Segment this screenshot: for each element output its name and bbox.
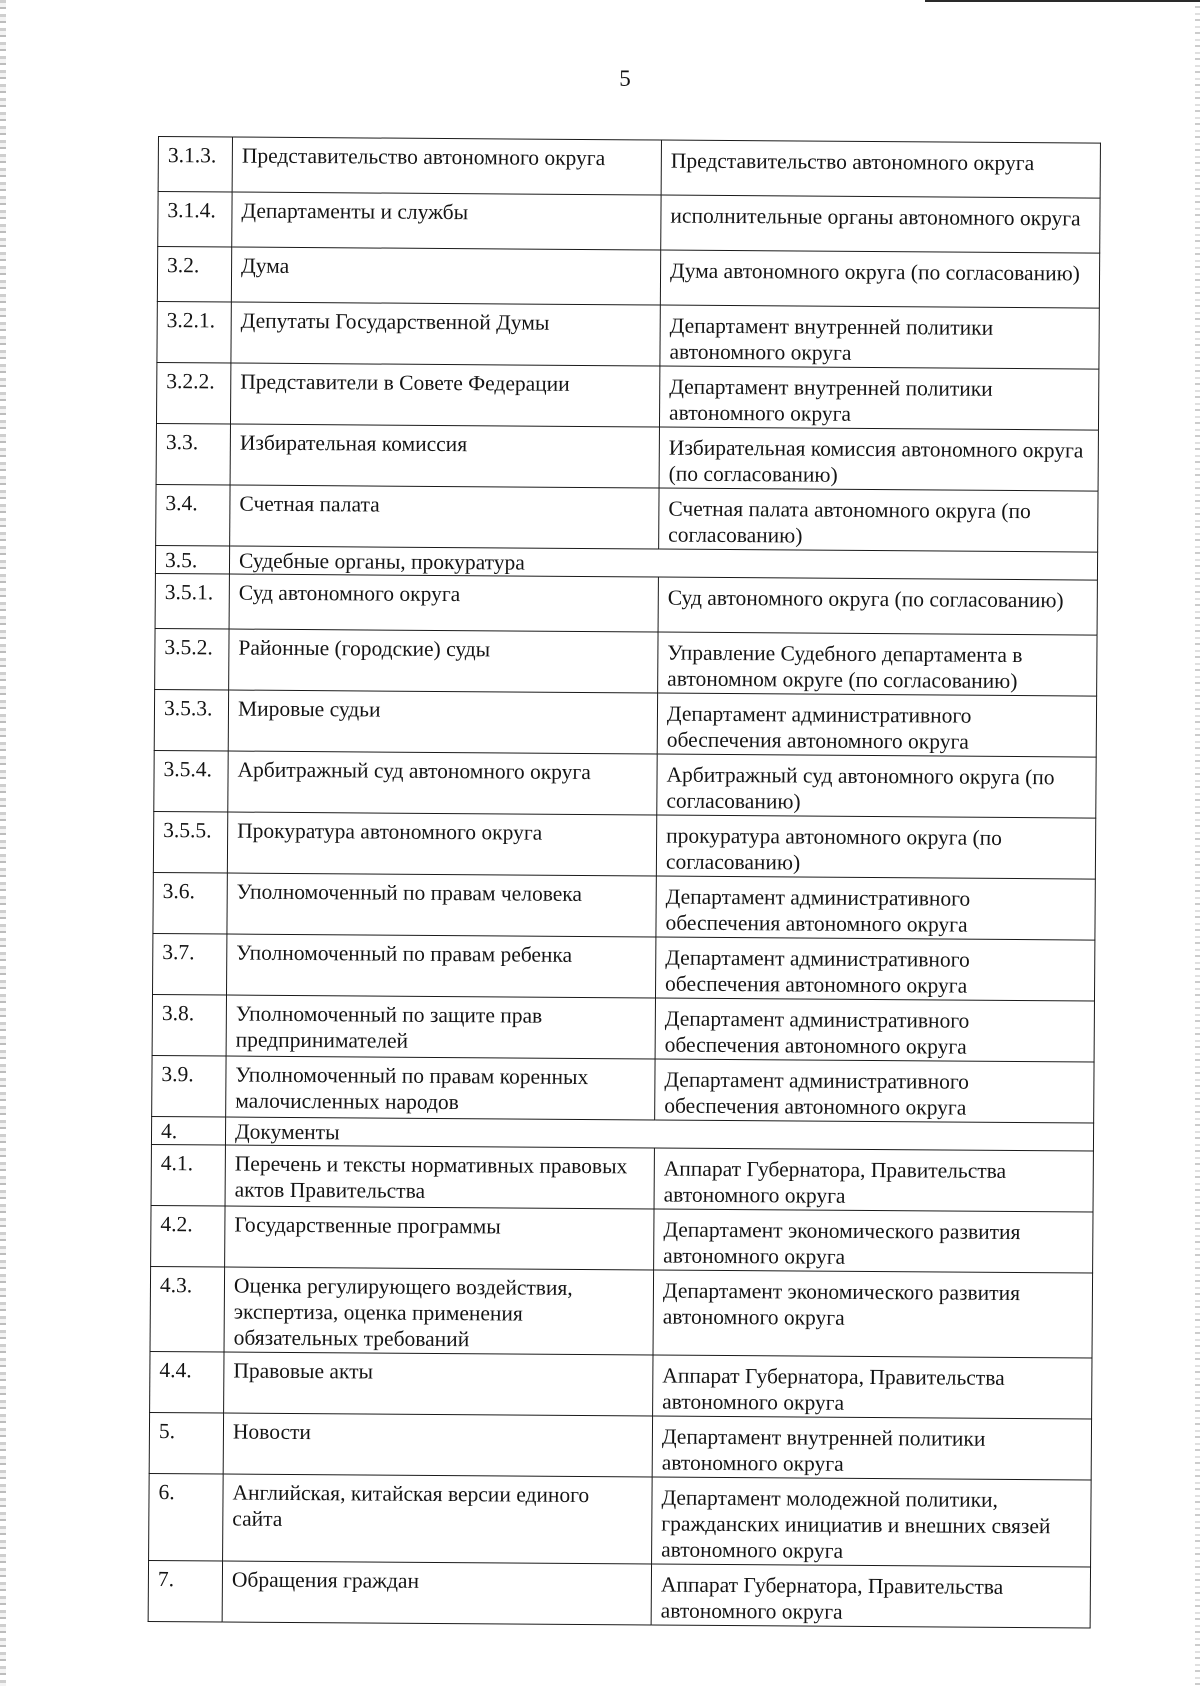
section-name: Уполномоченный по правам коренных малочисленных народов [226,1056,655,1120]
responsible-body: Департамент административного обеспечения автономного округа [655,937,1094,1001]
section-name: Представительство автономного округа [232,137,661,195]
row-number: 3.3. [156,423,230,485]
responsible-body: Арбитражный суд автономного округа (по согласованию) [657,754,1096,818]
table-row [158,192,1100,254]
section-name: Мировые судьи [228,690,657,754]
section-name: Дума [231,247,660,305]
table-row [154,689,1096,757]
responsible-body: Счетная палата автономного округа (по согласованию) [659,488,1098,552]
section-name: Арбитражный суд автономного округа [228,751,657,815]
section-name: Депутаты Государственной Думы [231,302,660,366]
section-name: Районные (городские) суды [229,629,658,693]
row-number: 3.5.2. [155,628,229,690]
table-row [151,1144,1093,1212]
table-row [152,994,1094,1062]
row-number: 3.5.3. [154,689,228,751]
responsible-body: Департамент административного обеспечения автономного округа [655,1059,1094,1123]
responsible-body: Департамент внутренней политики автономного округа [659,366,1098,430]
table-row [149,1473,1092,1567]
responsible-body: Дума автономного округа (по согласованию) [660,250,1099,308]
scan-edge-left [0,0,6,1686]
responsible-body: Департамент внутренней политики автономного округа [652,1416,1091,1480]
table-row [157,301,1099,369]
section-name: Суд автономного округа [229,574,658,632]
section-name: Представители в Совете Федерации [230,363,659,427]
row-number: 3.5.1. [155,573,229,629]
section-name: Уполномоченный по защите прав предпринимателей [226,995,655,1059]
section-name: Уполномоченный по правам человека [227,873,656,937]
table-row [156,484,1098,552]
row-number: 3.1.4. [158,192,232,248]
table-row [154,750,1096,818]
responsible-body: Департамент административного обеспечения автономного округа [657,693,1096,757]
section-name: Английская, китайская версии единого сайта [223,1474,653,1564]
responsible-body: Департамент экономического развития автономного округа [654,1209,1093,1273]
row-number: 3.1.3. [158,137,232,193]
row-number: 4.4. [150,1351,224,1413]
responsible-body: прокуратура автономного округа (по согласованию) [656,815,1095,879]
section-name: Новости [223,1413,652,1477]
table-row [150,1266,1093,1358]
row-number: 6. [149,1473,224,1561]
row-number: 3.8. [152,994,226,1056]
table-row [153,933,1095,1001]
row-number: 4.2. [151,1205,225,1267]
group-heading: Документы [225,1117,1093,1151]
responsible-body: Департамент экономического развития автономного округа [653,1270,1093,1358]
row-number: 3.2.1. [157,301,231,363]
responsible-body: Департамент административного обеспечения автономного округа [655,998,1094,1062]
table-row [156,423,1098,491]
row-number: 3.7. [153,933,227,995]
section-name: Государственные программы [225,1206,654,1270]
responsible-body: Департамент молодежной политики, гражданских инициатив и внешних связей автономного округа [652,1477,1092,1567]
group-heading: Судебные органы, прокуратура [229,546,1097,580]
row-number: 3.6. [153,872,227,934]
section-name: Оценка регулирующего воздействия, экспертиза, оценка применения обязательных требований [224,1267,654,1355]
section-name: Прокуратура автономного округа [227,812,656,876]
responsible-body: Аппарат Губернатора, Правительства автономного округа [653,1355,1092,1419]
table-row [149,1412,1091,1480]
table-row [155,628,1097,696]
section-name: Счетная палата [230,485,659,549]
section-name: Правовые акты [224,1352,653,1416]
responsible-body: Представительство автономного округа [661,140,1100,198]
responsible-body: Управление Судебного департамента в автономном округе (по согласованию) [658,632,1097,696]
scan-top-line [925,0,1200,2]
row-number: 4.3. [150,1266,225,1352]
section-name: Обращения граждан [222,1561,651,1625]
responsible-body: Департамент административного обеспечения автономного округа [656,876,1095,940]
page-number: 5 [619,66,631,91]
table-row [158,137,1100,199]
table-row [155,573,1097,635]
responsible-body: Суд автономного округа (по согласованию) [658,577,1097,635]
table-row [156,362,1098,430]
row-number: 7. [148,1560,222,1622]
responsible-body: Аппарат Губернатора, Правительства автономного округа [651,1564,1090,1628]
row-number: 3.4. [156,484,230,546]
responsible-body: Аппарат Губернатора, Правительства автономного округа [654,1148,1093,1212]
table-row [153,872,1095,940]
table-row [152,1055,1094,1123]
row-number: 5. [149,1412,223,1474]
row-number: 4. [151,1116,225,1145]
row-number: 3.5.5. [153,811,227,873]
row-number: 4.1. [151,1144,225,1206]
section-name: Перечень и тексты нормативных правовых актов Правительства [225,1145,654,1209]
table-row [157,247,1099,309]
section-name: Избирательная комиссия [230,424,659,488]
table-row [153,811,1095,879]
row-number: 3.5. [155,545,229,574]
section-name: Уполномоченный по правам ребенка [227,934,656,998]
row-number: 3.2. [157,247,231,303]
sections-table [148,136,1101,1629]
table-row [148,1560,1090,1628]
responsible-body: Департамент внутренней политики автономного округа [660,305,1099,369]
row-number: 3.2.2. [156,362,230,424]
scan-edge-right [1195,0,1200,1686]
responsible-body: исполнительные органы автономного округа [661,195,1100,253]
row-number: 3.9. [152,1055,226,1117]
row-number: 3.5.4. [154,750,228,812]
section-name: Департаменты и службы [232,192,661,250]
table-row [150,1351,1092,1419]
table-row [151,1205,1093,1273]
responsible-body: Избирательная комиссия автономного округа (по согласованию) [659,427,1098,491]
